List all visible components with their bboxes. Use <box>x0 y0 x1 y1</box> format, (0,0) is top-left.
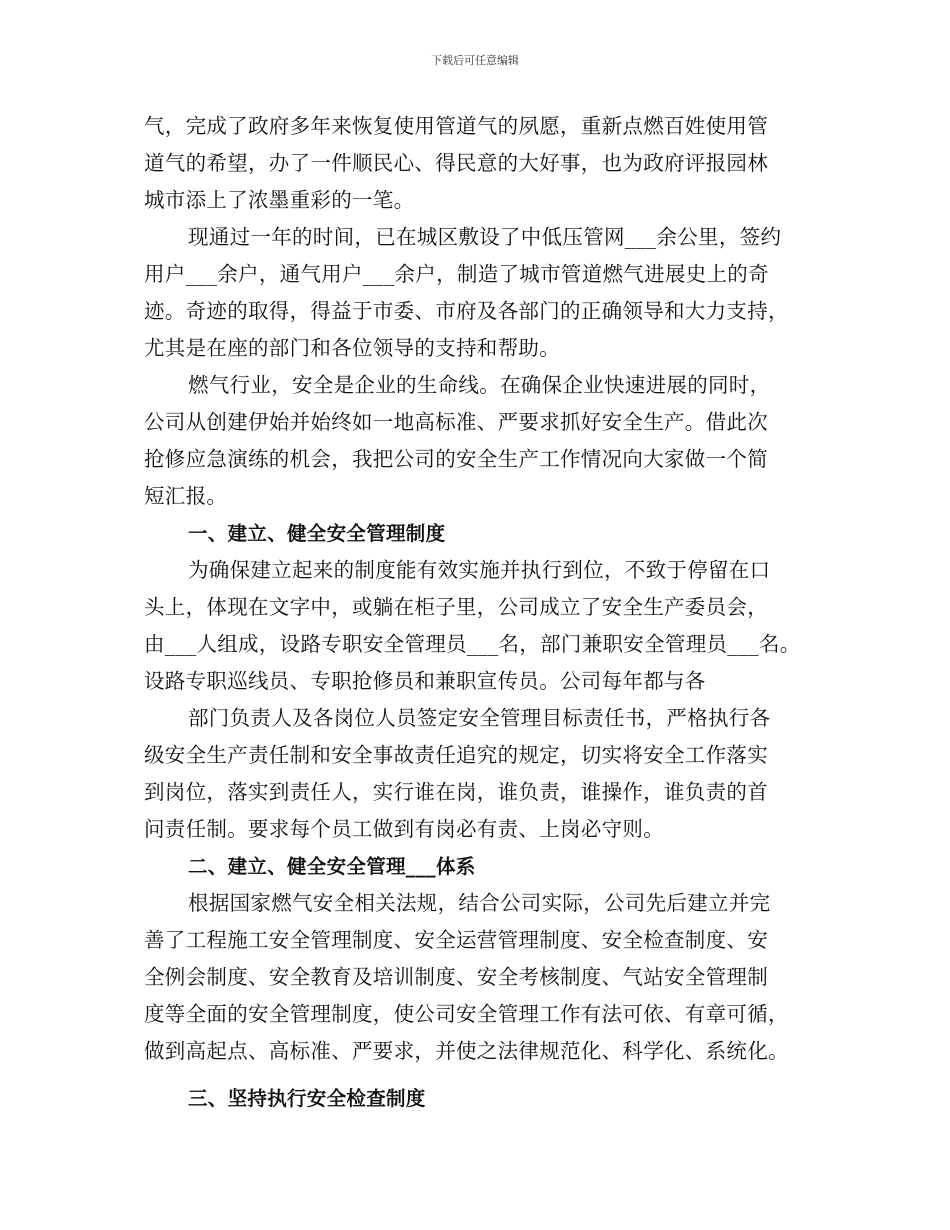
paragraph-line: 度等全面的安全管理制度，使公司安全管理工作有法可依、有章可循， <box>144 1002 789 1026</box>
document-body <box>144 108 824 1117</box>
paragraph-line: 级安全生产责任制和安全事故责任追究的规定，切实将安全工作落实 <box>144 743 768 767</box>
paragraph-line: 由___人组成，设路专职安全管理员___名，部门兼职安全管理员___名。 <box>144 632 801 656</box>
paragraph-line: 尤其是在座的部门和各位领导的支持和帮助。 <box>144 336 560 360</box>
paragraph-line: 为确保建立起来的制度能有效实施并执行到位，不致于停留在口 <box>188 558 771 582</box>
paragraph-line: 抢修应急演练的机会，我把公司的安全生产工作情况向大家做一个简 <box>144 447 768 471</box>
paragraph-line: 根据国家燃气安全相关法规，结合公司实际，公司先后建立并完 <box>188 891 771 915</box>
paragraph-line: 现通过一年的时间，已在城区敷设了中低压管网___余公里，签约 <box>188 225 782 249</box>
paragraph-line: 道气的希望，办了一件顺民心、得民意的大好事，也为政府评报园林 <box>144 151 768 175</box>
paragraph-line: 头上，体现在文字中，或躺在柜子里，公司成立了安全生产委员会， <box>144 595 768 619</box>
paragraph-line: 迹。奇迹的取得，得益于市委、市府及各部门的正确领导和大力支持， <box>144 299 789 323</box>
page-header-note: 下载后可任意编辑 <box>431 54 519 67</box>
paragraph-line: 用户___余户，通气用户___余户，制造了城市管道燃气进展史上的奇 <box>144 262 769 286</box>
section-gap <box>144 1070 824 1080</box>
paragraph-line: 部门负责人及各岗位人员签定安全管理目标责任书，严格执行各 <box>188 706 771 730</box>
section-heading-3: 三、坚持执行安全检查制度 <box>188 1087 426 1110</box>
paragraph-line: 城市添上了浓墨重彩的一笔。 <box>144 188 415 212</box>
paragraph-line: 设路专职巡线员、专职抢修员和兼职宣传员。公司每年都与各 <box>144 669 706 693</box>
paragraph-line: 短汇报。 <box>144 484 228 508</box>
paragraph-line: 问责任制。要求每个员工做到有岗必有责、上岗必守则。 <box>144 817 664 841</box>
paragraph-line: 善了工程施工安全管理制度、安全运营管理制度、安全检查制度、安 <box>144 928 768 952</box>
paragraph-line: 做到高起点、高标准、严要求，并使之法律规范化、科学化、系统化。 <box>144 1039 789 1063</box>
section-heading-2: 二、建立、健全安全管理___体系 <box>188 855 476 878</box>
paragraph-line: 到岗位，落实到责任人，实行谁在岗，谁负责，谁操作，谁负责的首 <box>144 780 768 804</box>
paragraph-line: 全例会制度、安全教育及培训制度、安全考核制度、气站安全管理制 <box>144 965 768 989</box>
section-heading-1: 一、建立、健全安全管理制度 <box>188 522 446 545</box>
paragraph-line: 气，完成了政府多年来恢复使用管道气的夙愿，重新点燃百姓使用管 <box>144 114 768 138</box>
paragraph-line: 燃气行业，安全是企业的生命线。在确保企业快速进展的同时， <box>188 373 771 397</box>
paragraph-line: 公司从创建伊始并始终如一地高标准、严要求抓好安全生产。借此次 <box>144 410 768 434</box>
